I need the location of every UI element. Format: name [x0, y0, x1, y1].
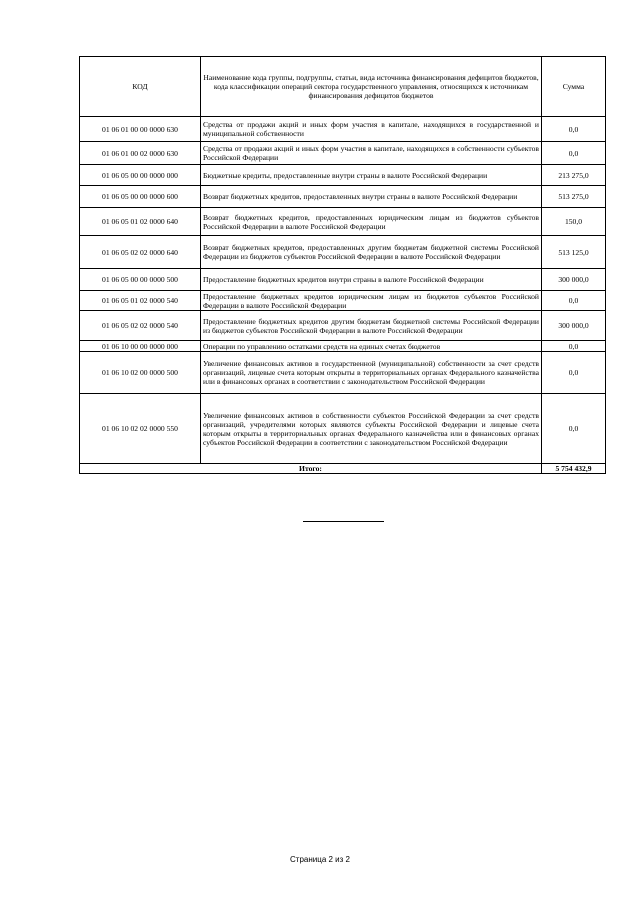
row-code: 01 06 05 02 02 0000 540	[80, 311, 201, 341]
total-label: Итого:	[80, 464, 542, 474]
row-name: Предоставление бюджетных кредитов другим бюджетам бюджетной системы Российской Федерации из бюджетов субъектов Российской Федерации в валюте Российской Федерации	[201, 311, 542, 341]
row-code: 01 06 01 00 02 0000 630	[80, 142, 201, 165]
row-name: Операции по управлению остатками средств на единых счетах бюджетов	[201, 341, 542, 352]
row-code: 01 06 10 00 00 0000 000	[80, 341, 201, 352]
row-code: 01 06 10 02 02 0000 550	[80, 394, 201, 464]
row-name: Увеличение финансовых активов в собственности субъектов Российской Федерации за счет средств организаций, учредителями которых являются субъекты Российской Федерации и лицевые счета которым открыты в территориальных органах Федерального казначейства или в финансовых органах субъектов Российской Федерации в соответствии с законодательством Российской Федерации	[201, 394, 542, 464]
row-sum: 513 275,0	[542, 186, 606, 208]
row-name: Бюджетные кредиты, предоставленные внутри страны в валюте Российской Федерации	[201, 165, 542, 186]
header-code: КОД	[80, 57, 201, 117]
header-sum: Сумма	[542, 57, 606, 117]
table-row	[80, 394, 606, 464]
table-row	[80, 236, 606, 269]
total-row	[80, 464, 606, 474]
table-body	[80, 117, 606, 464]
table-row	[80, 142, 606, 165]
row-sum: 0,0	[542, 291, 606, 311]
table-row	[80, 291, 606, 311]
table-row	[80, 341, 606, 352]
row-code: 01 06 05 01 02 0000 540	[80, 291, 201, 311]
table-row	[80, 208, 606, 236]
row-name: Предоставление бюджетных кредитов юридическим лицам из бюджетов субъектов Российской Федерации в валюте Российской Федерации	[201, 291, 542, 311]
row-sum: 213 275,0	[542, 165, 606, 186]
row-code: 01 06 05 00 00 0000 600	[80, 186, 201, 208]
row-code: 01 06 05 02 02 0000 640	[80, 236, 201, 269]
row-sum: 513 125,0	[542, 236, 606, 269]
table-row	[80, 186, 606, 208]
row-name: Возврат бюджетных кредитов, предоставленных другим бюджетам бюджетной системы Российской Федерации из бюджетов субъектов Российской Федерации в валюте Российской Федерации	[201, 236, 542, 269]
row-sum: 0,0	[542, 394, 606, 464]
table-row	[80, 165, 606, 186]
table-row	[80, 311, 606, 341]
row-name: Возврат бюджетных кредитов, предоставленных внутри страны в валюте Российской Федерации	[201, 186, 542, 208]
row-code: 01 06 05 00 00 0000 000	[80, 165, 201, 186]
total-sum: 5 754 432,9	[542, 464, 606, 474]
end-divider-line	[303, 521, 384, 522]
row-name: Предоставление бюджетных кредитов внутри страны в валюте Российской Федерации	[201, 269, 542, 291]
table-header-row	[80, 57, 606, 117]
row-code: 01 06 01 00 00 0000 630	[80, 117, 201, 142]
page-number: Страница 2 из 2	[290, 855, 350, 864]
row-sum: 300 000,0	[542, 269, 606, 291]
row-name: Средства от продажи акций и иных форм участия в капитале, находящихся в собственности субъектов Российской Федерации	[201, 142, 542, 165]
row-code: 01 06 10 02 00 0000 500	[80, 352, 201, 394]
budget-sources-table	[79, 56, 606, 474]
row-code: 01 06 05 01 02 0000 640	[80, 208, 201, 236]
row-name: Возврат бюджетных кредитов, предоставленных юридическим лицам из бюджетов субъектов Российской Федерации в валюте Российской Федерации	[201, 208, 542, 236]
table-row	[80, 352, 606, 394]
row-sum: 0,0	[542, 341, 606, 352]
row-sum: 150,0	[542, 208, 606, 236]
row-sum: 300 000,0	[542, 311, 606, 341]
row-name: Средства от продажи акций и иных форм участия в капитале, находящихся в государственной и муниципальной собственности	[201, 117, 542, 142]
row-name: Увеличение финансовых активов в государственной (муниципальной) собственности за счет средств организаций, лицевые счета которым открыты в территориальных органах Федерального казначейства или в финансовых органах в соответствии с законодательством Российской Федерации	[201, 352, 542, 394]
header-name: Наименование кода группы, подгруппы, статьи, вида источника финансирования дефицитов бюджетов, кода классификации операций сектора государственного управления, относящихся к источникам финансирования дефицитов бюджетов	[201, 57, 542, 117]
row-sum: 0,0	[542, 117, 606, 142]
row-code: 01 06 05 00 00 0000 500	[80, 269, 201, 291]
row-sum: 0,0	[542, 142, 606, 165]
table-row	[80, 269, 606, 291]
table-row	[80, 117, 606, 142]
row-sum: 0,0	[542, 352, 606, 394]
